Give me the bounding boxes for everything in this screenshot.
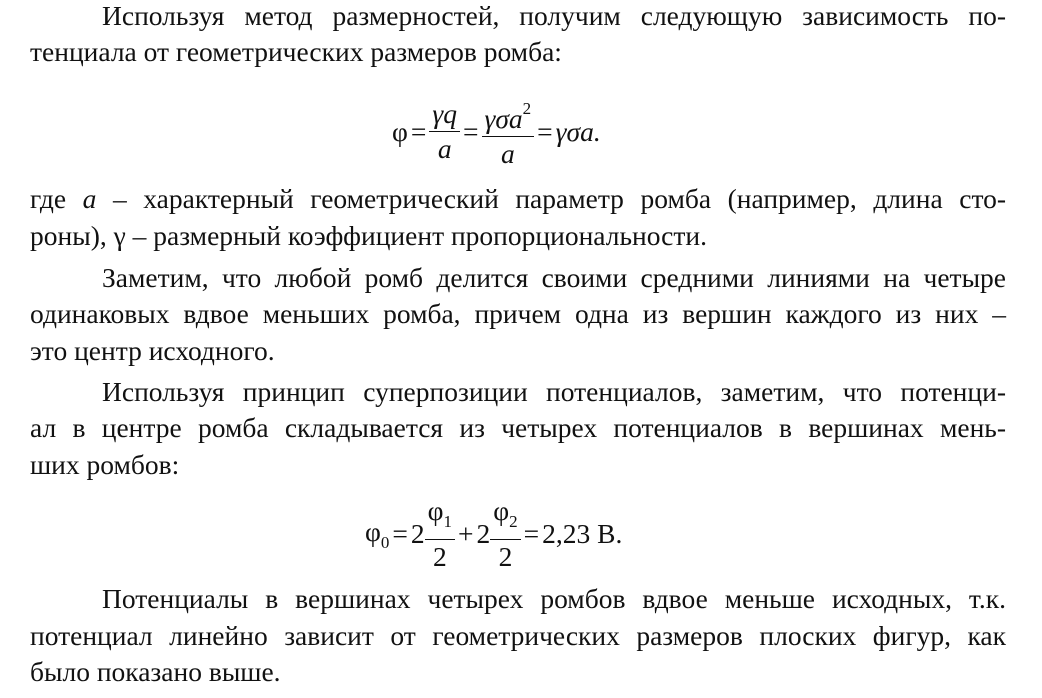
formula-potential-dimension xyxy=(392,92,601,171)
formula-1-fraction-2 xyxy=(482,92,535,171)
formula-2-fraction-1-numerator-base: φ xyxy=(427,495,444,526)
paragraph-4-line-2: ал в центре ромба складывается из четырех потенциалов в вершинах мень- xyxy=(30,412,1006,443)
formula-1-fraction-1-denominator: a xyxy=(437,133,452,164)
formula-1-eq-2: = xyxy=(462,115,479,147)
paragraph-3-line-3: это центр исходного. xyxy=(30,335,275,366)
paragraph-2-word-where: где xyxy=(30,183,67,214)
formula-1-eq-3: = xyxy=(537,115,553,147)
formula-1-fraction-2-numerator-exponent: 2 xyxy=(522,99,532,118)
paragraph-3-line-2: одинаковых вдвое меньших ромба, причем одна из вершин каждого из них – xyxy=(30,298,1006,329)
paragraph-5-line-3: было показано выше. xyxy=(30,656,281,687)
formula-2-rhs: 2,23 В. xyxy=(542,518,623,549)
formula-2-fraction-2-numerator xyxy=(490,494,520,539)
formula-2-plus: + xyxy=(458,518,474,549)
formula-2-fraction-1-numerator-subscript: 1 xyxy=(443,512,453,531)
formula-2-eq-2: = xyxy=(523,518,540,549)
paragraph-4-line-3: ших ромбов: xyxy=(30,449,180,480)
paragraph-2-line-1-rest: – характерный геометрический параметр ромба (например, длина сто- xyxy=(112,183,1007,214)
formula-1-fraction-1 xyxy=(429,97,460,166)
formula-1-fraction-2-numerator-base: γσa xyxy=(484,103,523,134)
paragraph-2-variable-a: a xyxy=(82,183,97,214)
formula-2-fraction-2-denominator: 2 xyxy=(498,541,513,572)
formula-2-fraction-1-numerator xyxy=(425,494,455,539)
formula-2-coefficient-2: 2 xyxy=(476,518,491,549)
formula-2-fraction-2-numerator-base: φ xyxy=(493,495,510,526)
paragraph-3-line-1: Заметим, что любой ромб делится своими средними линиями на четыре xyxy=(102,262,1006,293)
formula-2-lhs xyxy=(365,516,389,553)
formula-1-rhs: γσa. xyxy=(555,115,601,147)
paragraph-5-line-1: Потенциалы в вершинах четырех ромбов вдвое меньше исходных, т.к. xyxy=(102,583,1006,614)
paragraph-2-line-1 xyxy=(30,180,1006,218)
formula-2-coefficient-1: 2 xyxy=(410,518,425,549)
formula-2-eq-1: = xyxy=(392,518,408,549)
formula-1-lhs: φ xyxy=(392,115,408,147)
paragraph-4-line-1: Используя принцип суперпозиции потенциалов, заметим, что потенци- xyxy=(102,376,1006,407)
formula-2-fraction-1-denominator: 2 xyxy=(432,541,447,572)
paragraph-5-line-2: потенциал линейно зависит от геометрических размеров плоских фигур, как xyxy=(30,620,1006,651)
paragraph-1-line-2: тенциала от геометрических размеров ромба: xyxy=(30,36,562,67)
formula-2-fraction-1 xyxy=(425,494,455,574)
formula-2-lhs-base: φ xyxy=(365,515,381,547)
formula-1-fraction-2-denominator: a xyxy=(500,138,515,169)
formula-1-fraction-1-numerator: γq xyxy=(432,98,457,129)
formula-2-lhs-subscript: 0 xyxy=(380,532,390,552)
formula-1-fraction-2-numerator xyxy=(482,92,535,136)
formula-2-fraction-2 xyxy=(490,494,520,574)
paragraph-1-line-1: Используя метод размерностей, получим следующую зависимость по- xyxy=(102,0,1006,31)
formula-superposition xyxy=(365,494,622,574)
paragraph-2-line-2: роны), γ – размерный коэффициент пропорциональности. xyxy=(30,220,707,251)
formula-1-eq-1: = xyxy=(410,115,427,147)
formula-2-fraction-2-numerator-subscript: 2 xyxy=(509,512,518,531)
